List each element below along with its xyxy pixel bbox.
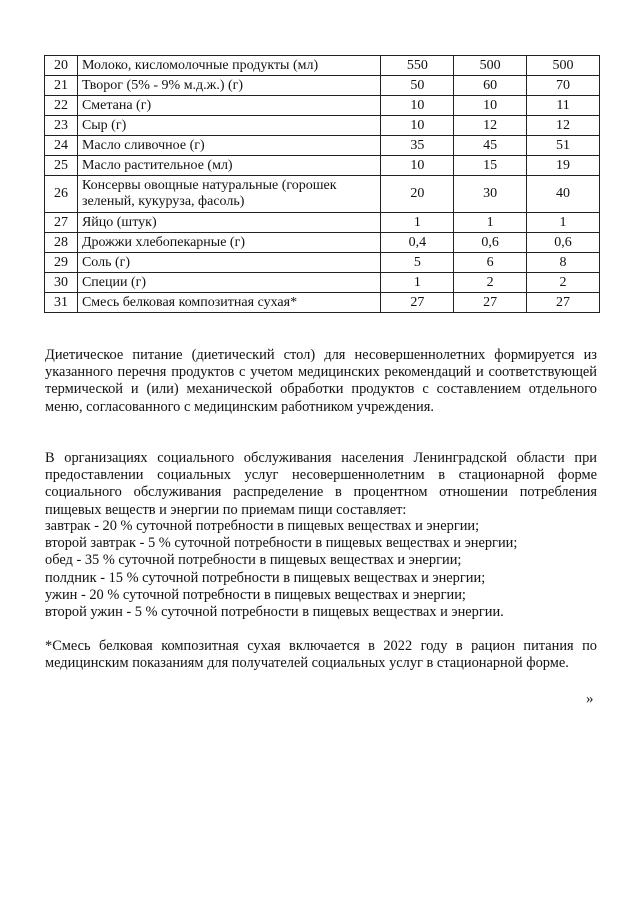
value-cell: 19 <box>527 156 600 176</box>
value-cell: 27 <box>381 293 454 313</box>
product-name: Смесь белковая композитная сухая* <box>77 293 380 313</box>
value-cell: 0,6 <box>454 233 527 253</box>
table-row <box>45 293 600 313</box>
value-cell: 11 <box>527 96 600 116</box>
product-name: Дрожжи хлебопекарные (г) <box>77 233 380 253</box>
table-row <box>45 76 600 96</box>
meal-line: обед - 35 % суточной потребности в пищевых веществах и энергии; <box>45 552 462 569</box>
value-cell: 15 <box>454 156 527 176</box>
product-name: Консервы овощные натуральные (горошек зеленый, кукуруза, фасоль) <box>77 176 380 213</box>
meal-line: второй ужин - 5 % суточной потребности в пищевых веществах и энергии. <box>45 604 504 621</box>
meal-line: второй завтрак - 5 % суточной потребности в пищевых веществах и энергии; <box>45 535 518 552</box>
value-cell: 12 <box>454 116 527 136</box>
row-number: 31 <box>45 293 78 313</box>
row-number: 26 <box>45 176 78 213</box>
value-cell: 70 <box>527 76 600 96</box>
table-row <box>45 273 600 293</box>
distribution-paragraph: В организациях социального обслуживания населения Ленинградской области при предоставлении социальных услуг несовершеннолетним в стационарной форме социального обслуживания распределение в процентном отношении потребления пищевых веществ и энергии по приемам пищи составляет: <box>45 450 597 518</box>
row-number: 20 <box>45 56 78 76</box>
product-name: Соль (г) <box>77 253 380 273</box>
meal-distribution-list <box>45 518 597 621</box>
row-number: 28 <box>45 233 78 253</box>
value-cell: 2 <box>454 273 527 293</box>
value-cell: 10 <box>381 96 454 116</box>
diet-paragraph: Диетическое питание (диетический стол) для несовершеннолетних формируется из указанного перечня продуктов с учетом медицинских рекомендаций и соответствующей термической и (или) механической обработки продуктов с составлением отдельного меню, согласованного с медицинским работником учреждения. <box>45 347 597 415</box>
row-number: 30 <box>45 273 78 293</box>
row-number: 27 <box>45 213 78 233</box>
value-cell: 27 <box>454 293 527 313</box>
table-row <box>45 253 600 273</box>
value-cell: 27 <box>527 293 600 313</box>
table-row <box>45 56 600 76</box>
row-number: 25 <box>45 156 78 176</box>
value-cell: 0,4 <box>381 233 454 253</box>
value-cell: 12 <box>527 116 600 136</box>
table-row <box>45 136 600 156</box>
value-cell: 60 <box>454 76 527 96</box>
row-number: 29 <box>45 253 78 273</box>
product-name: Творог (5% - 9% м.д.ж.) (г) <box>77 76 380 96</box>
table-row <box>45 116 600 136</box>
value-cell: 500 <box>527 56 600 76</box>
product-name: Масло растительное (мл) <box>77 156 380 176</box>
value-cell: 50 <box>381 76 454 96</box>
meal-line: ужин - 20 % суточной потребности в пищевых веществах и энергии; <box>45 586 466 603</box>
value-cell: 1 <box>454 213 527 233</box>
value-cell: 10 <box>381 116 454 136</box>
value-cell: 30 <box>454 176 527 213</box>
row-number: 21 <box>45 76 78 96</box>
value-cell: 51 <box>527 136 600 156</box>
table-row <box>45 213 600 233</box>
product-name: Сыр (г) <box>77 116 380 136</box>
value-cell: 40 <box>527 176 600 213</box>
value-cell: 1 <box>381 273 454 293</box>
footnote: *Смесь белковая композитная сухая включается в 2022 году в рацион питания по медицинским показаниям для получателей социальных услуг в стационарной форме. <box>45 638 597 672</box>
product-name: Специи (г) <box>77 273 380 293</box>
value-cell: 5 <box>381 253 454 273</box>
value-cell: 1 <box>381 213 454 233</box>
product-name: Яйцо (штук) <box>77 213 380 233</box>
value-cell: 2 <box>527 273 600 293</box>
table-row <box>45 233 600 253</box>
value-cell: 8 <box>527 253 600 273</box>
product-name: Сметана (г) <box>77 96 380 116</box>
table-row <box>45 96 600 116</box>
closing-quote: » <box>586 691 594 707</box>
value-cell: 500 <box>454 56 527 76</box>
meal-line: завтрак - 20 % суточной потребности в пищевых веществах и энергии; <box>45 518 480 534</box>
table-row <box>45 156 600 176</box>
value-cell: 6 <box>454 253 527 273</box>
value-cell: 10 <box>454 96 527 116</box>
value-cell: 20 <box>381 176 454 213</box>
row-number: 23 <box>45 116 78 136</box>
value-cell: 35 <box>381 136 454 156</box>
value-cell: 1 <box>527 213 600 233</box>
row-number: 22 <box>45 96 78 116</box>
food-norms-table <box>44 55 600 313</box>
value-cell: 0,6 <box>527 233 600 253</box>
product-name: Масло сливочное (г) <box>77 136 380 156</box>
value-cell: 45 <box>454 136 527 156</box>
value-cell: 550 <box>381 56 454 76</box>
row-number: 24 <box>45 136 78 156</box>
meal-line: полдник - 15 % суточной потребности в пищевых веществах и энергии; <box>45 569 486 586</box>
value-cell: 10 <box>381 156 454 176</box>
table-row <box>45 176 600 213</box>
product-name: Молоко, кисломолочные продукты (мл) <box>77 56 380 76</box>
